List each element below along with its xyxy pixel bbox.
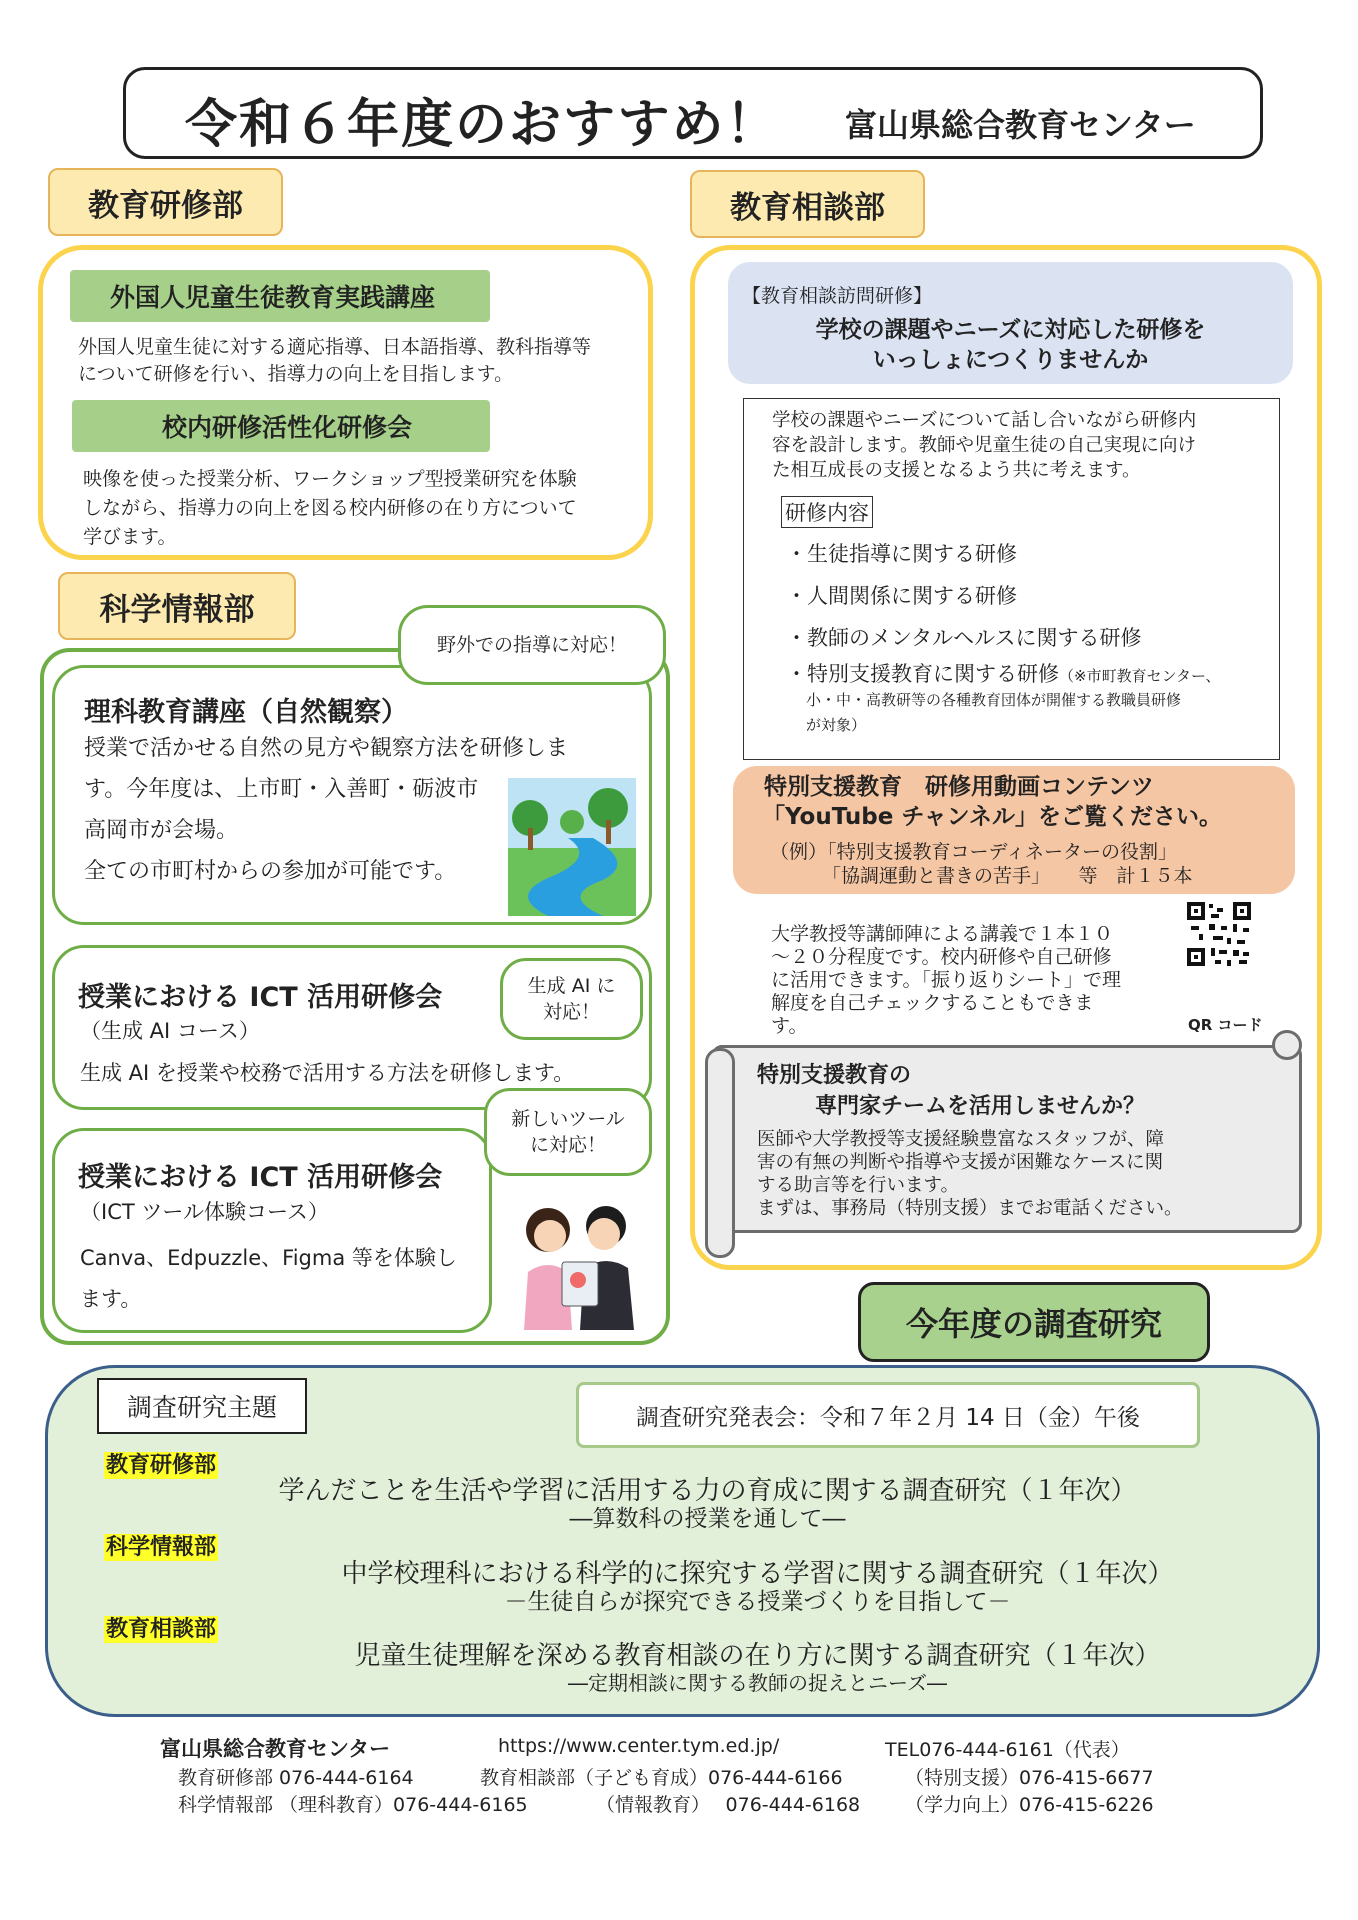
- content-item-1: ・生徒指導に関する研修: [786, 542, 1017, 566]
- dept-tag-training: 教育研修部: [48, 168, 283, 236]
- content-label: 研修内容: [781, 496, 873, 528]
- scroll-roll-left: [705, 1048, 735, 1258]
- survey-sub-2: －生徒自らが探究できる授業づくりを目指して－: [504, 1589, 1011, 1615]
- survey-sub-3: ―定期相談に関する教師の捉えとニーズ―: [568, 1671, 947, 1695]
- science-card-tools-desc: Canva、Edpuzzle、Figma 等を体験し ます。: [80, 1246, 457, 1311]
- footer-r1c3: （特別支援）076-415-6677: [905, 1767, 1154, 1789]
- science-card-tools-sub: （ICT ツール体験コース）: [80, 1200, 329, 1224]
- footer-r1c2: 教育相談部（子ども育成）076-444-6166: [480, 1767, 843, 1789]
- content-item-3: ・教師のメンタルヘルスに関する研修: [786, 626, 1142, 650]
- survey-tag: 今年度の調査研究: [858, 1282, 1210, 1362]
- video-desc: 大学教授等講師陣による講義で１本１０ ～２０分程度です。校内研修や自己研修 に活用できます。「振り返りシート」で理 解度を自己チェックすることもできま す。: [771, 923, 1121, 1037]
- org-name: 富山県総合教育センター: [845, 106, 1196, 144]
- survey-dept-1: 教育研修部: [106, 1453, 217, 1478]
- qr-label: QR コード: [1188, 1016, 1263, 1034]
- footer-r2c1: 科学情報部 （理科教育）076-444-6165: [178, 1794, 528, 1816]
- bubble-field: 野外での指導に対応！: [398, 605, 666, 685]
- footer-tel: TEL076-444-6161（代表）: [885, 1739, 1130, 1761]
- course-title-foreign: 外国人児童生徒教育実践講座: [70, 270, 490, 322]
- survey-theme-2: 中学校理科における科学的に探究する学習に関する調査研究（１年次）: [341, 1559, 1174, 1589]
- river-illustration: [508, 778, 636, 916]
- survey-dept-3: 教育相談部: [106, 1617, 217, 1642]
- content-item-4: ・特別支援教育に関する研修（※市町教育センター、: [786, 662, 1221, 686]
- bubble-ai: 生成 AI に 対応！: [500, 958, 643, 1040]
- presentation-date: 調査研究発表会：令和７年２月 14 日（金）午後: [576, 1382, 1200, 1448]
- theme-label: 調査研究主題: [97, 1378, 307, 1434]
- survey-theme-1: 学んだことを生活や学習に活用する力の育成に関する調査研究（１年次）: [278, 1476, 1137, 1506]
- course-title-inschool: 校内研修活性化研修会: [72, 400, 490, 452]
- dept-tag-science: 科学情報部: [58, 572, 296, 640]
- expert-desc: 医師や大学教授等支援経験豊富なスタッフが、障 害の有無の判断や指導や支援が困難なケースに関 する助言等を行います。 まずは、事務局（特別支援）までお電話ください。: [757, 1129, 1183, 1219]
- science-card-field-desc: 授業で活かせる自然の見方や観察方法を研修しま す。今年度は、上市町・入善町・砺波市 高岡市が会場。 全ての市町村からの参加が可能です。: [84, 736, 569, 884]
- footer-r1c1: 教育研修部 076-444-6164: [178, 1767, 414, 1789]
- footer-r2c3: （学力向上）076-415-6226: [905, 1794, 1154, 1816]
- footer-org: 富山県総合教育センター: [160, 1737, 391, 1761]
- video-title: 特別支援教育 研修用動画コンテンツ 「YouTube チャンネル」をご覧ください。: [762, 774, 1222, 830]
- course-desc-foreign: 外国人児童生徒に対する適応指導、日本語指導、教科指導等 について研修を行い、指導力の向上を目指します。: [78, 336, 592, 385]
- scroll-roll-right: [1272, 1030, 1302, 1060]
- science-card-ai-title: 授業における ICT 活用研修会: [78, 982, 443, 1013]
- expert-heading: 特別支援教育の 専門家チームを活用しませんか？: [757, 1063, 1146, 1119]
- course-desc-inschool: 映像を使った授業分析、ワークショップ型授業研究を体験 しながら、指導力の向上を図る校内研修の在り方について 学びます。: [83, 468, 577, 548]
- science-card-tools-title: 授業における ICT 活用研修会: [78, 1162, 443, 1193]
- science-card-field-title: 理科教育講座（自然観察）: [84, 697, 408, 728]
- people-illustration: [506, 1192, 646, 1330]
- visit-label: 【教育相談訪問研修】: [742, 285, 933, 307]
- science-card-ai-desc: 生成 AI を授業や校務で活用する方法を研修します。: [80, 1061, 575, 1085]
- qr-code-icon[interactable]: [1187, 902, 1251, 1000]
- footer-url[interactable]: https://www.center.tym.ed.jp/: [498, 1735, 780, 1757]
- page-title: 令和６年度のおすすめ！: [185, 95, 780, 155]
- science-card-ai-sub: （生成 AI コース）: [80, 1019, 260, 1043]
- survey-sub-1: ―算数科の授業を通して―: [569, 1506, 846, 1532]
- video-examples: （例）「特別支援教育コーディネーターの役割」 「協調運動と書きの苦手」 等 計１５本: [770, 841, 1193, 887]
- visit-desc: 学校の課題やニーズについて話し合いながら研修内 容を設計します。教師や児童生徒の自己実現に向け た相互成長の支援となるよう共に考えます。: [772, 410, 1197, 481]
- survey-dept-2: 科学情報部: [106, 1535, 217, 1560]
- survey-theme-3: 児童生徒理解を深める教育相談の在り方に関する調査研究（１年次）: [354, 1641, 1161, 1671]
- bubble-tools: 新しいツール に対応！: [484, 1088, 652, 1176]
- dept-tag-counsel: 教育相談部: [690, 170, 925, 238]
- content-item-2: ・人間関係に関する研修: [786, 584, 1017, 608]
- content-note: 小・中・高教研等の各種教育団体が開催する教職員研修 が対象）: [806, 691, 1182, 734]
- footer-r2c2: （情報教育） 076-444-6168: [596, 1794, 861, 1816]
- visit-heading: 学校の課題やニーズに対応した研修を いっしょにつくりませんか: [815, 317, 1206, 373]
